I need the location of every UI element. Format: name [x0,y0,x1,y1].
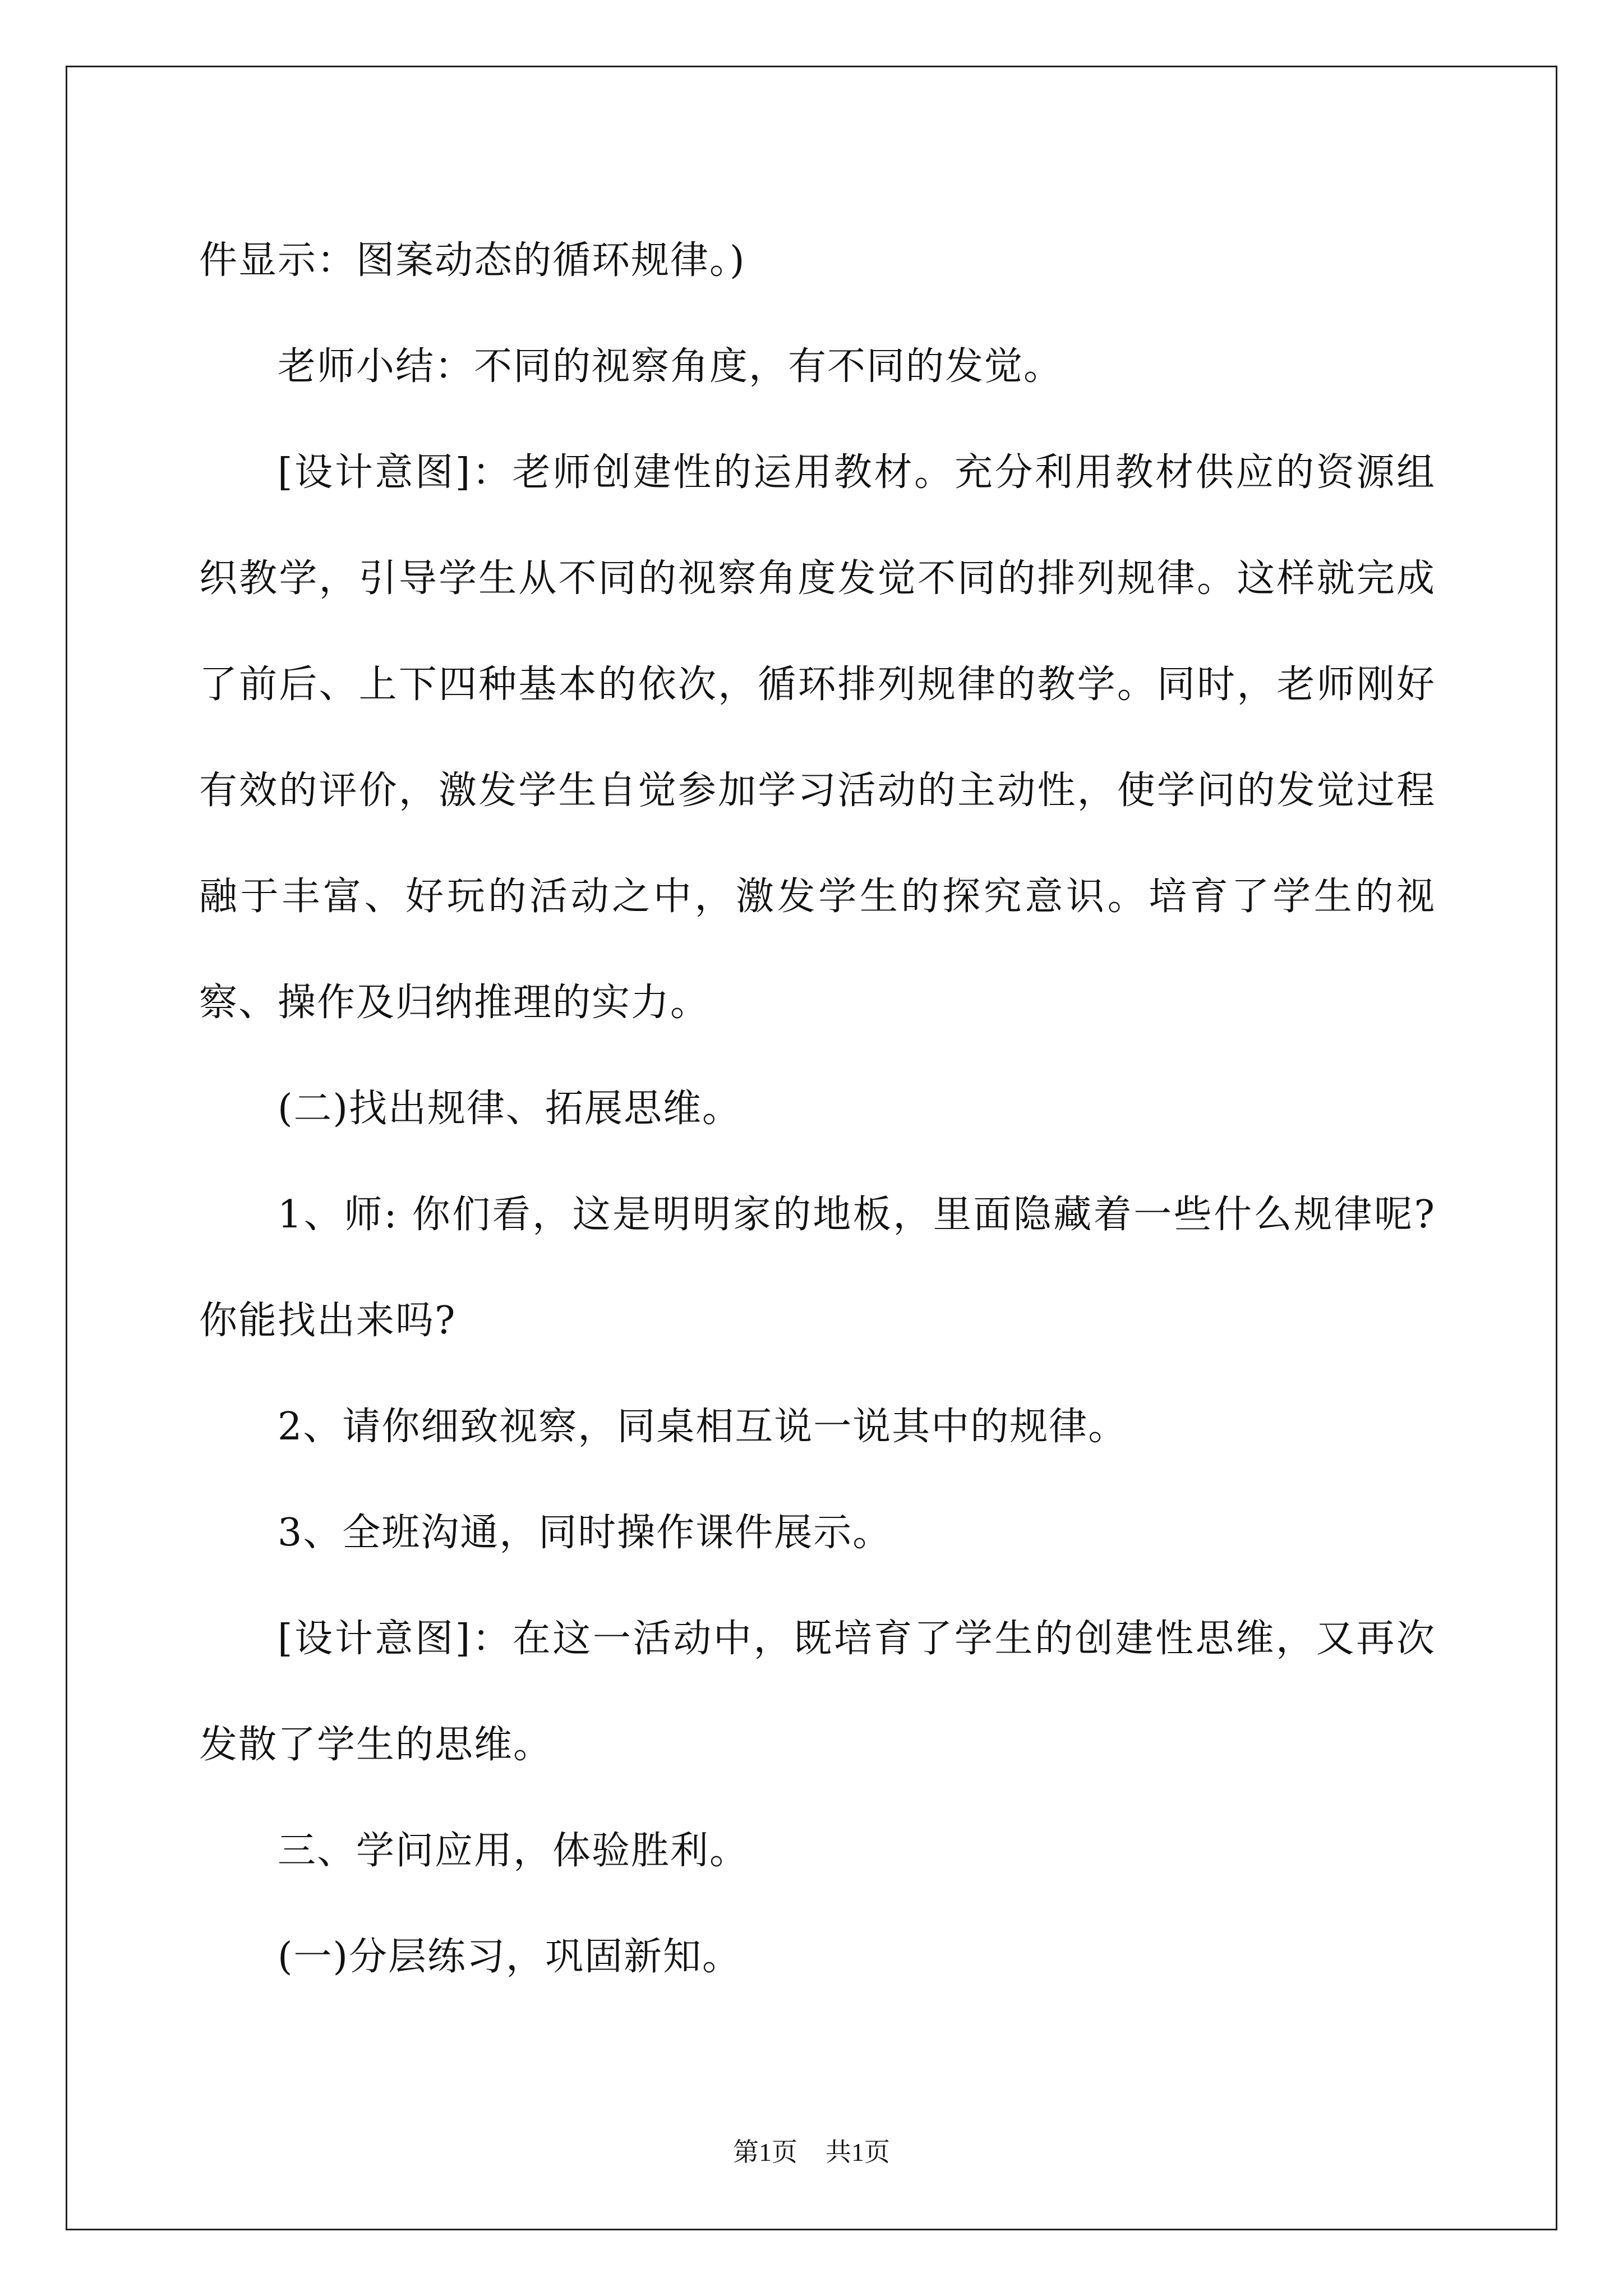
paragraph-section-three: 三、学问应用，体验胜利。 [278,1829,749,1873]
page-total: 共1页 [826,2138,890,2166]
paragraph-continuation: 件显示：图案动态的循环规律。) [199,238,746,283]
paragraph-design-intent-2: [设计意图]：在这一活动中，既培育了学生的创建性思维，又再次发散了学生的思维。 [199,1617,1436,1767]
paragraph-step-1: 1、师: 你们看，这是明明家的地板，里面隐藏着一些什么规律呢? 你能找出来吗? [199,1193,1436,1343]
paragraph-section-find-rules: (二)找出规律、拓展思维。 [278,1087,742,1131]
paragraph-design-intent-1: [设计意图]：老师创建性的运用教材。充分利用教材供应的资源组织教学，引导学生从不同的视察角度发觉不同的排列规律。这样就完成了前后、上下四种基本的依次，循环排列规律的教学。同时，老师刚好有效的评价，激发学生自觉参加学习活动的主动性，使学问的发觉过程融于丰富、好玩的活动之中，激发学生的探究意识。培育了学生的视察、操作及归纳推理的实力。 [199,450,1436,1025]
page-footer [0,2132,1623,2169]
paragraph-layered-practice: (一)分层练习，巩固新知。 [278,1935,742,1979]
paragraph-step-2: 2、请你细致视察，同桌相互说一说其中的规律。 [278,1405,1128,1449]
document-body [199,208,1436,2010]
page-number: 第1页 [733,2138,797,2166]
paragraph-teacher-summary: 老师小结：不同的视察角度，有不同的发觉。 [278,344,1063,389]
paragraph-step-3: 3、全班沟通，同时操作课件展示。 [278,1511,892,1555]
